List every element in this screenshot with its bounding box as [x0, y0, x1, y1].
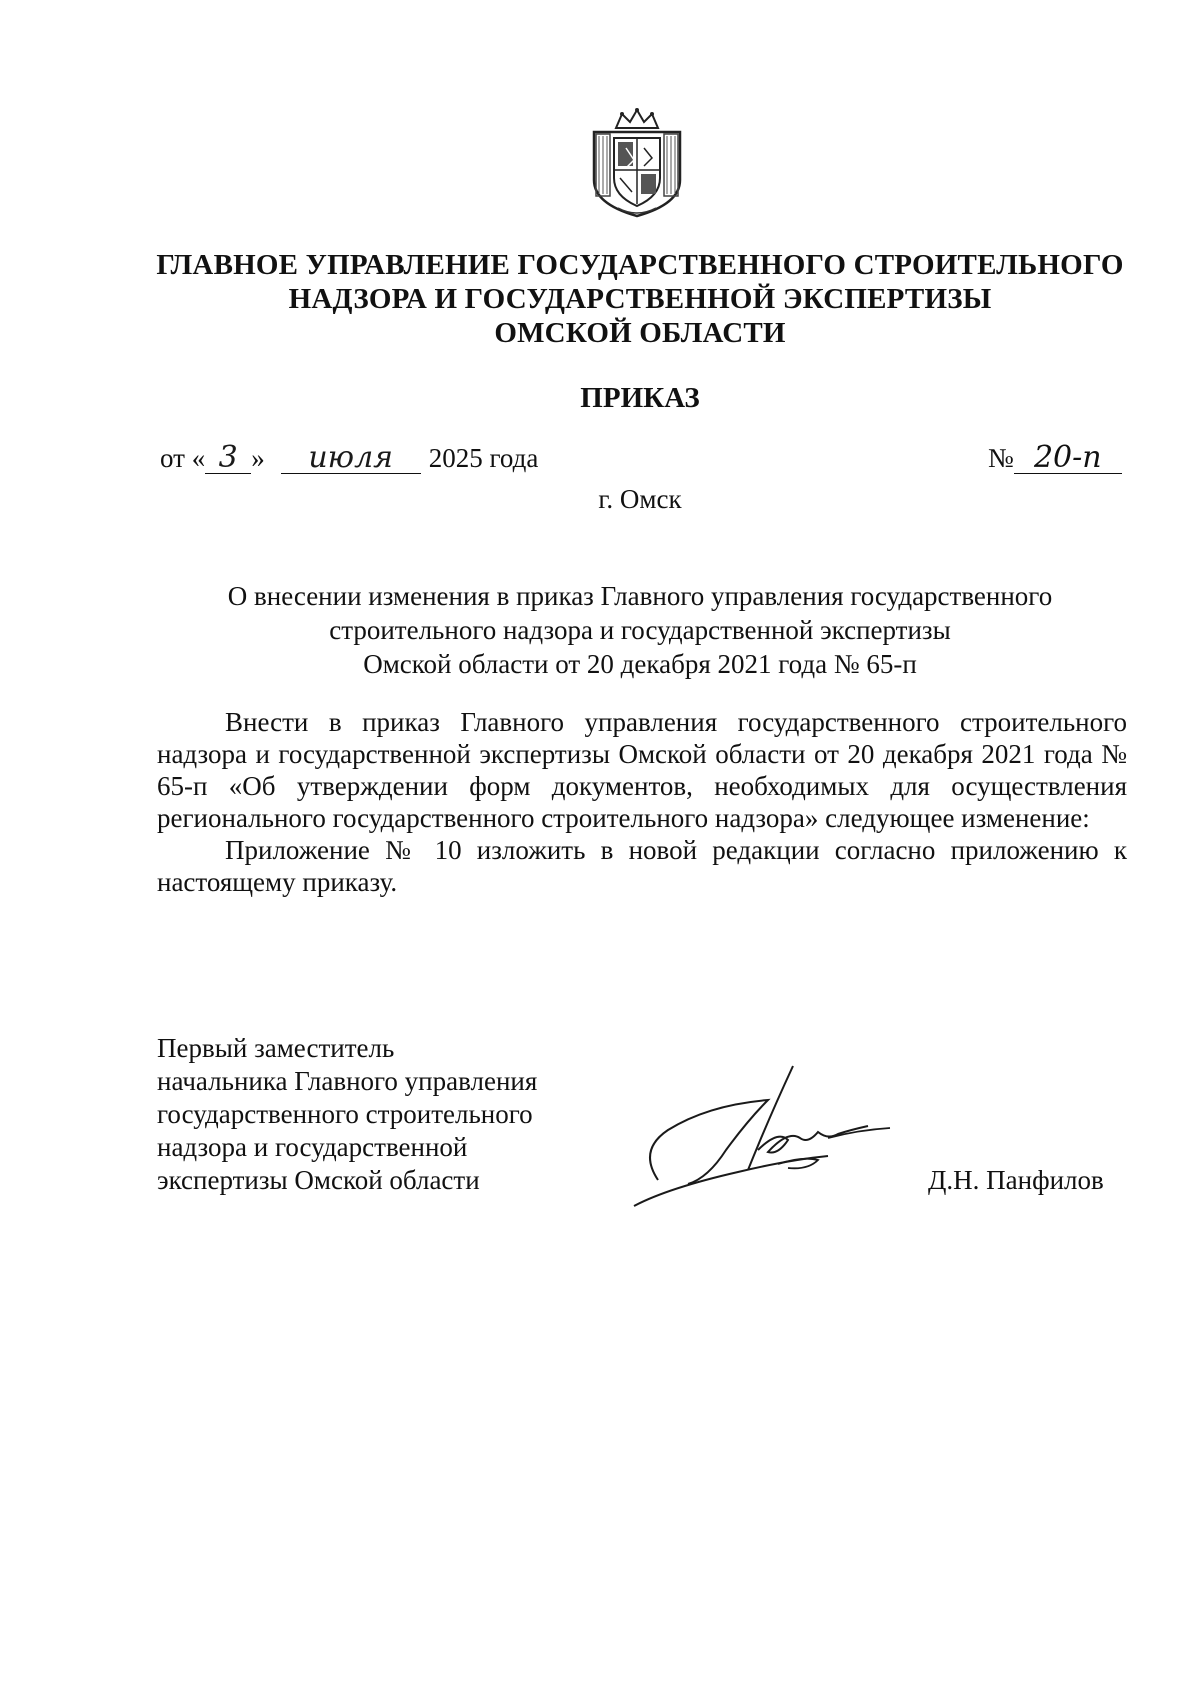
position-line-2: начальника Главного управления [157, 1066, 538, 1096]
org-name-line-2: НАДЗОРА И ГОСУДАРСТВЕННОЙ ЭКСПЕРТИЗЫ [288, 283, 992, 315]
signature-icon [628, 1060, 898, 1210]
number-handwritten: 20-п [1014, 443, 1122, 474]
date-month-handwritten: июля [281, 443, 421, 474]
body-paragraph-1: Внести в приказ Главного управления государственного строительного надзора и государственной экспертизы Омской области от 20 декабря 2021 года № 65-п «Об утверждении форм документов, необходимых для осуществления регионального государственного строительного надзора» следующее изменение: [157, 707, 1127, 833]
document-date [160, 441, 538, 475]
subject-line-3: Омской области от 20 декабря 2021 года № 65-п [363, 649, 917, 679]
coat-of-arms-icon [588, 108, 686, 218]
body-paragraph-2: Приложение № 10 изложить в новой редакции согласно приложению к настоящему приказу. [157, 835, 1127, 897]
date-prefix: от « [160, 443, 206, 473]
position-line-1: Первый заместитель [157, 1033, 395, 1063]
org-name-line-1: ГЛАВНОЕ УПРАВЛЕНИЕ ГОСУДАРСТВЕННОГО СТРОИТЕЛЬНОГО [156, 249, 1124, 281]
signatory-position [157, 1032, 617, 1197]
position-line-3: государственного строительного [157, 1099, 533, 1129]
date-suffix: 2025 года [428, 443, 539, 473]
position-line-5: экспертизы Омской области [157, 1165, 480, 1195]
date-mid: » [251, 443, 265, 473]
number-prefix: № [988, 443, 1014, 473]
document-subject [160, 579, 1120, 681]
org-name-line-3: ОМСКОЙ ОБЛАСТИ [494, 317, 786, 349]
document-number [988, 441, 1122, 475]
subject-line-1: О внесении изменения в приказ Главного управления государственного [227, 581, 1053, 611]
document-body [157, 706, 1127, 898]
subject-line-2: строительного надзора и государственной экспертизы [329, 615, 951, 645]
signer-name: Д.Н. Панфилов [928, 1165, 1104, 1195]
document-city: г. Омск [598, 484, 682, 514]
document-type-title: ПРИКАЗ [580, 382, 700, 414]
date-day-handwritten: 3 [205, 443, 251, 474]
organization-header [120, 248, 1160, 350]
position-line-4: надзора и государственной [157, 1132, 468, 1162]
